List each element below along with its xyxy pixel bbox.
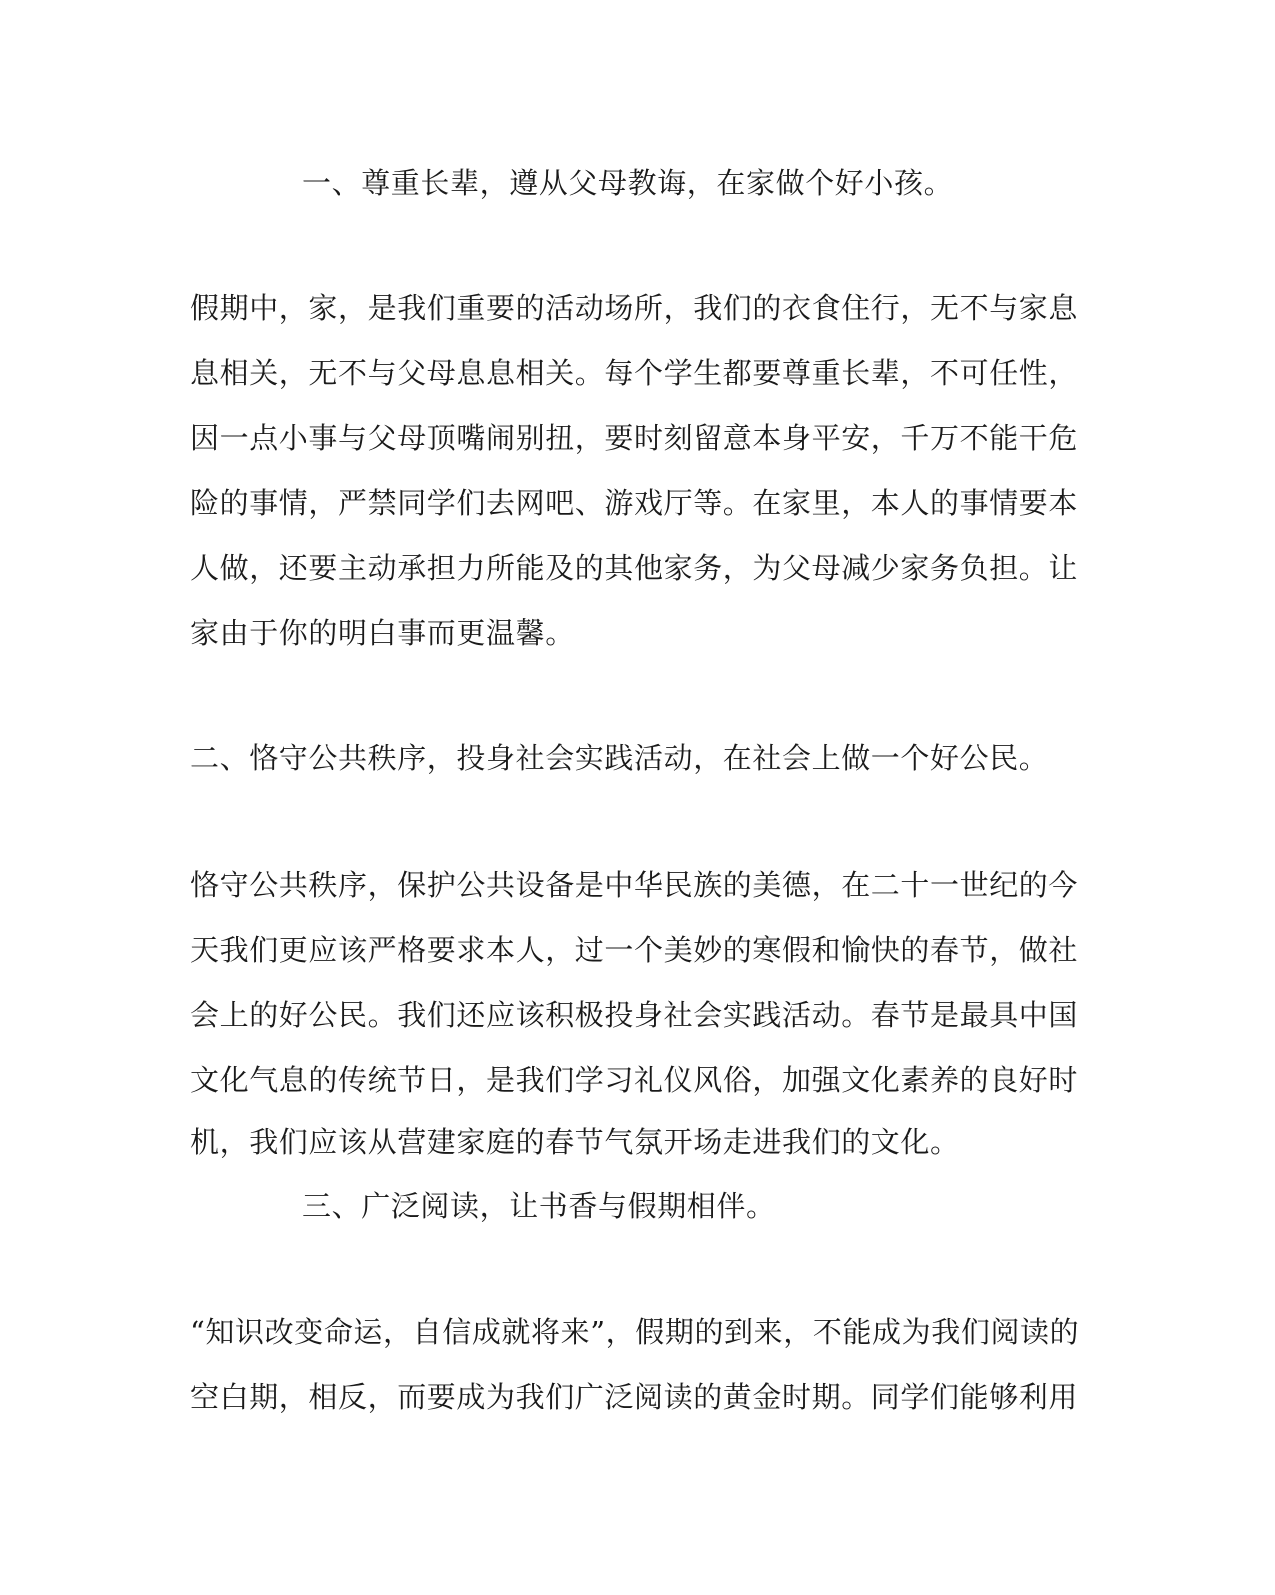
paragraph-1-line-2: 息相关，无不与父母息息相关。每个学生都要尊重长辈，不可任性， (190, 356, 1079, 390)
paragraph-2-line-4: 文化气息的传统节日，是我们学习礼仪风俗，加强文化素养的良好时 (190, 1063, 1079, 1097)
paragraph-1-line-6: 家由于你的明白事而更温馨。 (190, 616, 575, 650)
section-heading-1: 一、尊重长辈，遵从父母教诲，在家做个好小孩。 (302, 166, 954, 200)
paragraph-2-line-2: 天我们更应该严格要求本人，过一个美妙的寒假和愉快的春节，做社 (190, 933, 1079, 967)
paragraph-2-line-1: 恪守公共秩序，保护公共设备是中华民族的美德，在二十一世纪的今 (190, 868, 1079, 902)
paragraph-1-line-3: 因一点小事与父母顶嘴闹别扭，要时刻留意本身平安，千万不能干危 (190, 421, 1079, 455)
paragraph-3-line-2: 空白期，相反，而要成为我们广泛阅读的黄金时期。同学们能够利用 (190, 1380, 1079, 1414)
paragraph-2-line-3: 会上的好公民。我们还应该积极投身社会实践活动。春节是最具中国 (190, 998, 1079, 1032)
section-heading-3: 三、广泛阅读，让书香与假期相伴。 (302, 1189, 776, 1223)
section-heading-2: 二、恪守公共秩序，投身社会实践活动，在社会上做一个好公民。 (190, 741, 1049, 775)
paragraph-1-line-4: 险的事情，严禁同学们去网吧、游戏厅等。在家里，本人的事情要本 (190, 486, 1079, 520)
paragraph-3-line-1: “知识改变命运，自信成就将来”，假期的到来，不能成为我们阅读的 (190, 1315, 1080, 1349)
paragraph-1-line-5: 人做，还要主动承担力所能及的其他家务，为父母减少家务负担。让 (190, 551, 1079, 585)
paragraph-1-line-1: 假期中，家，是我们重要的活动场所，我们的衣食住行，无不与家息 (190, 291, 1079, 325)
paragraph-2-line-5: 机，我们应该从营建家庭的春节气氛开场走进我们的文化。 (190, 1125, 960, 1159)
